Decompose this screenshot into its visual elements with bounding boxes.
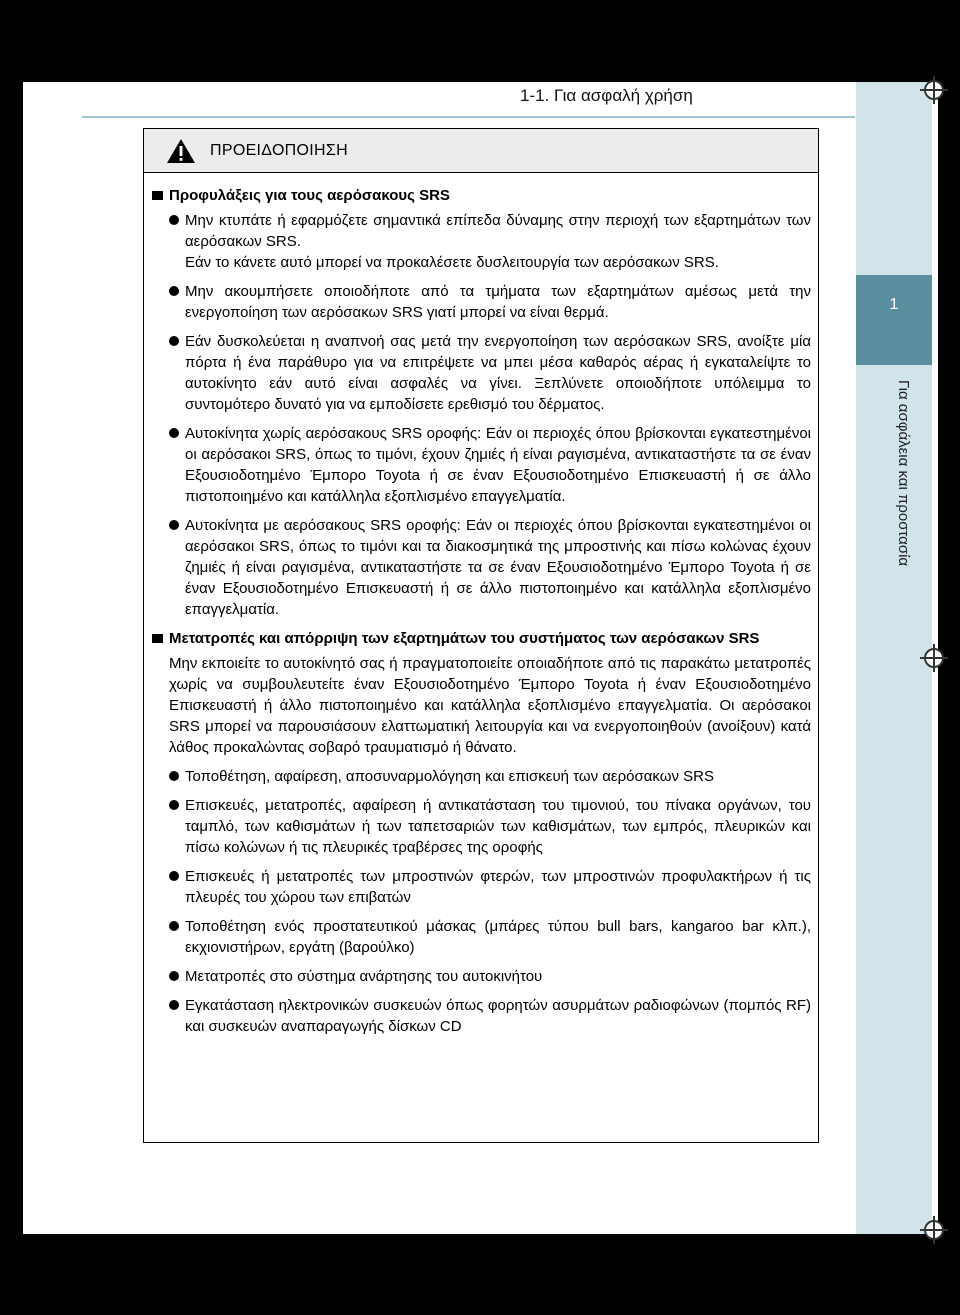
bullet-paragraph: Επισκευές ή μετατροπές των μπροστινών φτερών, των μπροστινών προφυλακτήρων ή τις πλευρές του χώρου των επιβατών <box>185 868 811 906</box>
bullet-paragraph: Επισκευές, μετατροπές, αφαίρεση ή αντικατάσταση του τιμονιού, του πίνακα οργάνων, του ταμπλό, των καθισμάτων ή των ταπετσαριών των καθισμάτων, των εμπρός, πλευρικών και πίσω κολώνων ή τις πλευρικές τραβέρσες της οροφής <box>185 797 811 856</box>
section-heading <box>152 185 811 206</box>
header-divider <box>82 116 855 118</box>
bullet-text <box>185 916 811 958</box>
bullet-text <box>185 966 811 987</box>
square-bullet-icon <box>152 191 163 200</box>
bullet-paragraph: Μην ακουμπήσετε οποιοδήποτε από τα τμήματα των εξαρτημάτων αμέσως μετά την ενεργοποίηση των αερόσακων SRS γιατί μπορεί να είναι θερμά. <box>185 283 811 321</box>
bullet-paragraph: Αυτοκίνητα χωρίς αερόσακους SRS οροφής: Εάν οι περιοχές όπου βρίσκονται εγκατεστημένοι οι αερόσακοι SRS, όπως το τιμόνι, έχουν ζημιές ή είναι ραγισμένα, αντικαταστήστε τα σε έναν Εξουσιοδοτημένο Έμπορο Toyota ή σε έναν Εξουσιοδοτημένο Επισκευαστή ή σε άλλο πιστοποιημένο και κατάλληλα εξοπλισμένο επαγγελματία. <box>185 425 811 505</box>
bullet-text <box>185 331 811 415</box>
bullet-paragraph: Εάν δυσκολεύεται η αναπνοή σας μετά την ενεργοποίηση των αερόσακων SRS, ανοίξτε μία πόρτα ή ένα παράθυρο για να επιτρέψετε να μπει μέσα καθαρός αέρας ή εγκαταλείψτε το αυτοκίνητο εάν αυτό είναι ασφαλές να γίνει. Ξεπλύνετε οποιοδήποτε υπόλειμμα το συντομότερο δυνατό για να εμποδίσετε ερεθισμό του δέρματος. <box>185 333 811 413</box>
bullet-paragraph: Μην κτυπάτε ή εφαρμόζετε σημαντικά επίπεδα δύναμης στην περιοχή των εξαρτημάτων των αερόσακων SRS. <box>185 212 811 250</box>
chapter-tab[interactable]: 1 <box>856 275 932 365</box>
warning-box <box>143 128 819 1143</box>
bullet-item <box>152 423 811 507</box>
bullet-text <box>185 210 811 273</box>
bullet-paragraph: Εάν το κάνετε αυτό μπορεί να προκαλέσετε δυσλειτουργία των αερόσακων SRS. <box>185 254 719 271</box>
round-bullet-icon <box>169 336 179 346</box>
warning-title: ΠΡΟΕΙΔΟΠΟΙΗΣΗ <box>210 141 348 159</box>
round-bullet-icon <box>169 1000 179 1010</box>
round-bullet-icon <box>169 428 179 438</box>
bullet-text <box>185 795 811 858</box>
bullet-paragraph: Τοποθέτηση, αφαίρεση, αποσυναρμολόγηση και επισκευή των αερόσακων SRS <box>185 768 714 785</box>
round-bullet-icon <box>169 520 179 530</box>
section-heading-text: Μετατροπές και απόρριψη των εξαρτημάτων του συστήματος των αερόσακων SRS <box>169 630 760 647</box>
section-heading <box>152 628 811 649</box>
section-intro: Μην εκποιείτε το αυτοκίνητό σας ή πραγματοποιείτε οποιαδήποτε από τις παρακάτω μετατροπές χωρίς να συμβουλευτείτε έναν Εξουσιοδοτημένο Έμπορο Toyota ή έναν Εξουσιοδοτημένο Επισκευαστή ή άλλο πιστοποιημένο και κατάλληλα εξοπλισμένο επαγγελματία. Οι αερόσακοι SRS μπορεί να παρουσιάσουν ελαττωματική λειτουργία και να ενεργοποιηθούν (ανοίξουν) κατά λάθος προκαλώντας σοβαρό τραυματισμό ή θάνατο. <box>169 655 811 756</box>
bullet-item <box>152 995 811 1037</box>
bullet-item <box>152 331 811 415</box>
bullet-text <box>185 423 811 507</box>
bullet-item <box>152 916 811 958</box>
registration-mark-icon <box>924 80 944 100</box>
registration-mark-icon <box>924 648 944 668</box>
bullet-item <box>152 515 811 620</box>
round-bullet-icon <box>169 871 179 881</box>
bullet-item <box>152 281 811 323</box>
bullet-paragraph: Τοποθέτηση ενός προστατευτικού μάσκας (μπάρες τύπου bull bars, kangaroo bar κλπ.), εκχιονιστήρων, εργάτη (βαρούλκο) <box>185 918 811 956</box>
bullet-item <box>152 766 811 787</box>
bullet-item <box>152 966 811 987</box>
bullet-text <box>185 995 811 1037</box>
bullet-item <box>152 210 811 273</box>
bullet-text <box>185 515 811 620</box>
bullet-item <box>152 795 811 858</box>
round-bullet-icon <box>169 771 179 781</box>
section-heading-text: Προφυλάξεις για τους αερόσακους SRS <box>169 187 450 204</box>
bullet-paragraph: Μετατροπές στο σύστημα ανάρτησης του αυτοκινήτου <box>185 968 543 985</box>
registration-mark-icon <box>924 1220 944 1240</box>
square-bullet-icon <box>152 634 163 643</box>
bullet-text <box>185 766 811 787</box>
bullet-paragraph: Αυτοκίνητα με αερόσακους SRS οροφής: Εάν οι περιοχές όπου βρίσκονται εγκατεστημένοι οι αερόσακοι SRS, όπως το τιμόνι και τα διακοσμητικά της μπροστινής και πίσω κολώνας έχουν ζημιές ή είναι ραγισμένα, αντικαταστήστε τα σε έναν Εξουσιοδοτημένο Έμπορο Toyota ή σε έναν Εξουσιοδοτημένο Επισκευαστή ή σε άλλο πιστοποιημένο και κατάλληλα εξοπλισμένο επαγγελματία. <box>185 517 811 618</box>
chapter-title: Για ασφάλεια και προστασία <box>895 380 912 567</box>
round-bullet-icon <box>169 971 179 981</box>
bullet-paragraph: Εγκατάσταση ηλεκτρονικών συσκευών όπως φορητών ασυρμάτων ραδιοφώνων (πομπός RF) και συσκευών αναπαραγωγής δίσκων CD <box>185 997 811 1035</box>
warning-header <box>144 129 818 173</box>
round-bullet-icon <box>169 800 179 810</box>
section-header: 1-1. Για ασφαλή χρήση <box>520 86 693 105</box>
warning-section <box>152 628 811 1037</box>
warning-section <box>152 185 811 620</box>
round-bullet-icon <box>169 286 179 296</box>
round-bullet-icon <box>169 215 179 225</box>
warning-triangle-icon <box>166 138 196 164</box>
bullet-text <box>185 281 811 323</box>
bullet-text <box>185 866 811 908</box>
round-bullet-icon <box>169 921 179 931</box>
warning-body <box>144 173 818 1037</box>
bullet-item <box>152 866 811 908</box>
